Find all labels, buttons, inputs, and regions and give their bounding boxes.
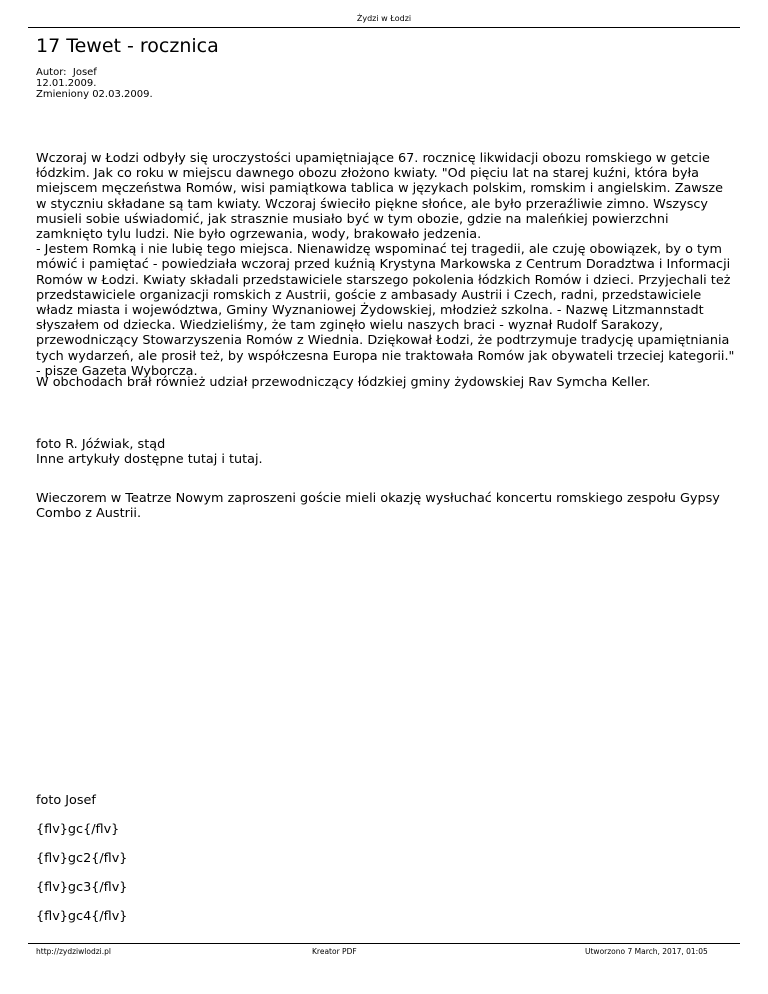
photo-credit-block [36,437,736,467]
paragraph-text: {flv}gc{/flv} [36,822,120,837]
article-title: 17 Tewet - rocznica [36,35,219,57]
article-body-paragraph [36,375,736,390]
flv-tag [36,822,736,837]
article-body-paragraph [36,491,736,521]
author-line: Autor: Josef [36,67,97,78]
article-meta [36,67,153,100]
footer-url: http://zydziwlodzi.pl [36,947,111,956]
paragraph-text: {flv}gc2{/flv} [36,851,128,866]
paragraph-text: foto Josef [36,793,96,808]
paragraph-text: W obchodach brał również udział przewodniczący łódzkiej gminy żydowskiej Rav Symcha Keller. [36,375,651,390]
footer-created: Utworzono 7 March, 2017, 01:05 [585,947,708,956]
flv-tag [36,851,736,866]
site-title: Żydzi w Łodzi [356,14,412,23]
publish-date: 12.01.2009. [36,78,97,89]
footer-divider [28,943,740,944]
modified-date: Zmieniony 02.03.2009. [36,89,153,100]
header-divider [28,27,740,28]
flv-tag [36,880,736,895]
paragraph-main-part1: Wczoraj w Łodzi odbyły się uroczystości upamiętniające 67. rocznicę likwidacji obozu romskiego w getcie łódzkim. Jak co roku w miejscu dawnego obozu złożono kwiaty. "Od pięciu lat na starej kuźni, która była miejscem męczeństwa Romów, wisi pamiątkowa tablica w językach polskim, romskim i angielskim. Zawsze w styczniu składane są tam kwiaty. Wczoraj świeciło piękne słońce, ale było przeraźliwie zimno. Wszyscy musieli sobie uświadomić, jak strasznie musiało być w tym obozie, gdzie na maleńkiej powierzchni zamknięto tylu ludzi. Nie było ogrzewania, wody, brakowało jedzenia. - Jestem Romką i nie lubię tego miejsca. Nienawidzę wspominać tej tragedii, ale czuję obowiązek, by o tym mówić i pamiętać - powiedziała wczoraj przed kuźnią Krystyna Markowska z Centrum Doradztwa i Informacji Romów w Łodzi. Kwiaty składali przedstawiciele starszego pokolenia łódzkich Romów i dzieci. Przyjechali też przedstawiciele organizacji romskich z Austrii, goście z ambasady Austrii i Czech, radni, przedstawiciele władz miasta i województwa, Gminy Wyznaniowej Żydowskiej, młodzież szkolna. - Nazwę Litzmannstadt słyszałem od dziecka. Wiedzieliśmy, że tam zginęło wielu naszych braci - wyznał Rudolf Sarakozy, przewodniczący Stowarzyszenia Romów z Wiednia. Dziękował Łodzi, że podtrzymuje tradycję upamiętniania tych wydarzeń, ale prosił też, by współczesna Europa nie traktowała Romów jak obywateli trzeciej kategorii." - pisze Gazeta Wyborcza. [36,151,735,379]
paragraph-text: {flv}gc3{/flv} [36,880,128,895]
photo-credit: foto R. Jóźwiak, stąd Inne artykuły dostępne tutaj i tutaj. [36,437,263,468]
footer-generator: Kreator PDF [312,947,357,956]
photo-credit-josef [36,793,736,808]
article-body-paragraph [36,151,736,379]
flv-tag [36,909,736,924]
paragraph-text: {flv}gc4{/flv} [36,909,128,924]
paragraph-text: Wieczorem w Teatrze Nowym zaproszeni goście mieli okazję wysłuchać koncertu romskiego zespołu Gypsy Combo z Austrii. [36,491,720,522]
